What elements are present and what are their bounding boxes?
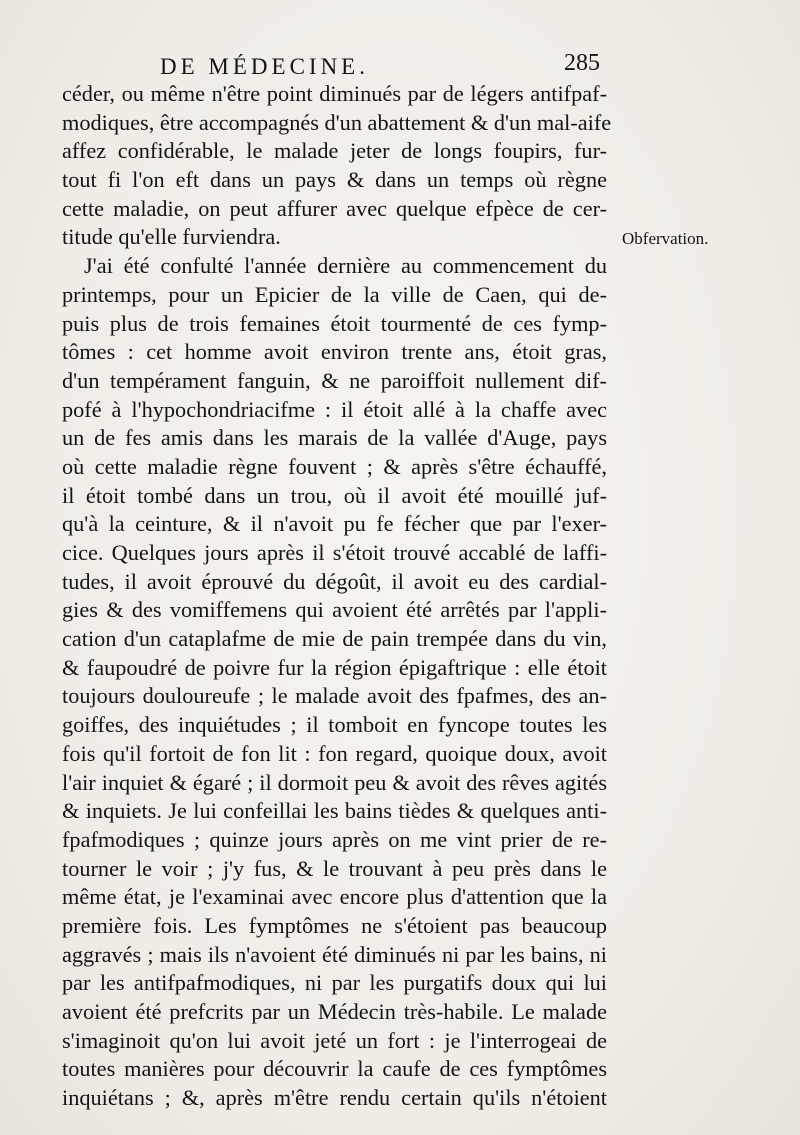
text-line: première fois. Les fymptômes ne s'étoient pas beaucoup — [62, 912, 607, 938]
text-line: fpafmodiques ; quinze jours après on me vint prier de re- — [62, 826, 607, 852]
text-line: toutes manières pour découvrir la caufe de ces fymptômes — [62, 1056, 607, 1082]
text-line: printemps, pour un Epicier de la ville de Caen, qui de- — [62, 281, 607, 307]
body-text — [62, 80, 612, 1113]
text-line: cette maladie, on peut affurer avec quelque efpèce de cer- — [62, 195, 607, 221]
text-line: inquiétans ; &, après m'être rendu certain qu'ils n'étoient — [62, 1085, 607, 1111]
text-line: fois qu'il fortoit de fon lit : fon regard, quoique doux, avoit — [62, 740, 607, 766]
text-line: affez confidérable, le malade jeter de longs foupirs, fur- — [62, 138, 607, 164]
text-line: céder, ou même n'être point diminués par de légers antifpaf- — [62, 81, 607, 106]
text-line: même état, je l'examinai avec encore plus d'attention que la — [62, 884, 607, 910]
text-line: gies & des vomiffemens qui avoient été arrêtés par l'appli- — [62, 597, 607, 623]
text-line: d'un tempérament fanguin, & ne paroiffoit nullement dif- — [62, 367, 607, 393]
running-title: DE MÉDECINE. — [160, 54, 369, 79]
text-line: cice. Quelques jours après il s'étoit trouvé accablé de laffi- — [62, 540, 607, 565]
text-line: tômes : cet homme avoit environ trente ans, étoit gras, — [62, 339, 607, 365]
page-number: 285 — [564, 50, 600, 76]
text-line: avoient été prefcrits par un Médecin très-habile. Le malade — [62, 999, 607, 1024]
text-line: puis plus de trois femaines étoit tourmenté de ces fymp- — [62, 310, 607, 336]
text-line: J'ai été confulté l'année dernière au commencement du — [84, 253, 607, 279]
text-line: il étoit tombé dans un trou, où il avoit été mouillé juf- — [62, 482, 607, 508]
text-line: où cette maladie règne fouvent ; & après s'être échauffé, — [62, 453, 607, 479]
text-line: toujours douloureufe ; le malade avoit des fpafmes, des an- — [62, 683, 607, 709]
text-line: tourner le voir ; j'y fus, & le trouvant à peu près dans le — [62, 855, 607, 881]
text-line: s'imaginoit qu'on lui avoit jeté un fort : je l'interrogeai de — [62, 1027, 607, 1053]
text-line: aggravés ; mais ils n'avoient été diminués ni par les bains, ni — [62, 941, 607, 967]
text-line: un de fes amis dans les marais de la vallée d'Auge, pays — [62, 425, 607, 451]
text-line: tout fi l'on eft dans un pays & dans un temps où règne — [62, 167, 607, 193]
text-line: l'air inquiet & égaré ; il dormoit peu & avoit des rêves agités — [62, 769, 607, 795]
text-line: cation d'un cataplafme de mie de pain trempée dans du vin, — [62, 626, 607, 652]
text-line: modiques, être accompagnés d'un abattement & d'un mal-aife — [62, 109, 612, 135]
text-line: titude qu'elle furviendra. — [62, 224, 281, 250]
text-line: tudes, il avoit éprouvé du dégoût, il avoit eu des cardial- — [62, 568, 607, 594]
text-line: pofé à l'hypochondriacifme : il étoit allé à la chaffe avec — [62, 396, 607, 422]
text-line: & faupoudré de poivre fur la région épigaftrique : elle étoit — [62, 654, 607, 680]
margin-note: Obfervation. — [622, 229, 709, 248]
text-line: par les antifpafmodiques, ni par les purgatifs doux qui lui — [62, 970, 607, 996]
text-line: qu'à la ceinture, & il n'avoit pu fe fécher que par l'exer- — [62, 511, 607, 537]
text-line: goiffes, des inquiétudes ; il tomboit en fyncope toutes les — [62, 712, 607, 738]
text-line: & inquiets. Je lui confeillai les bains tièdes & quelques anti- — [62, 798, 607, 824]
